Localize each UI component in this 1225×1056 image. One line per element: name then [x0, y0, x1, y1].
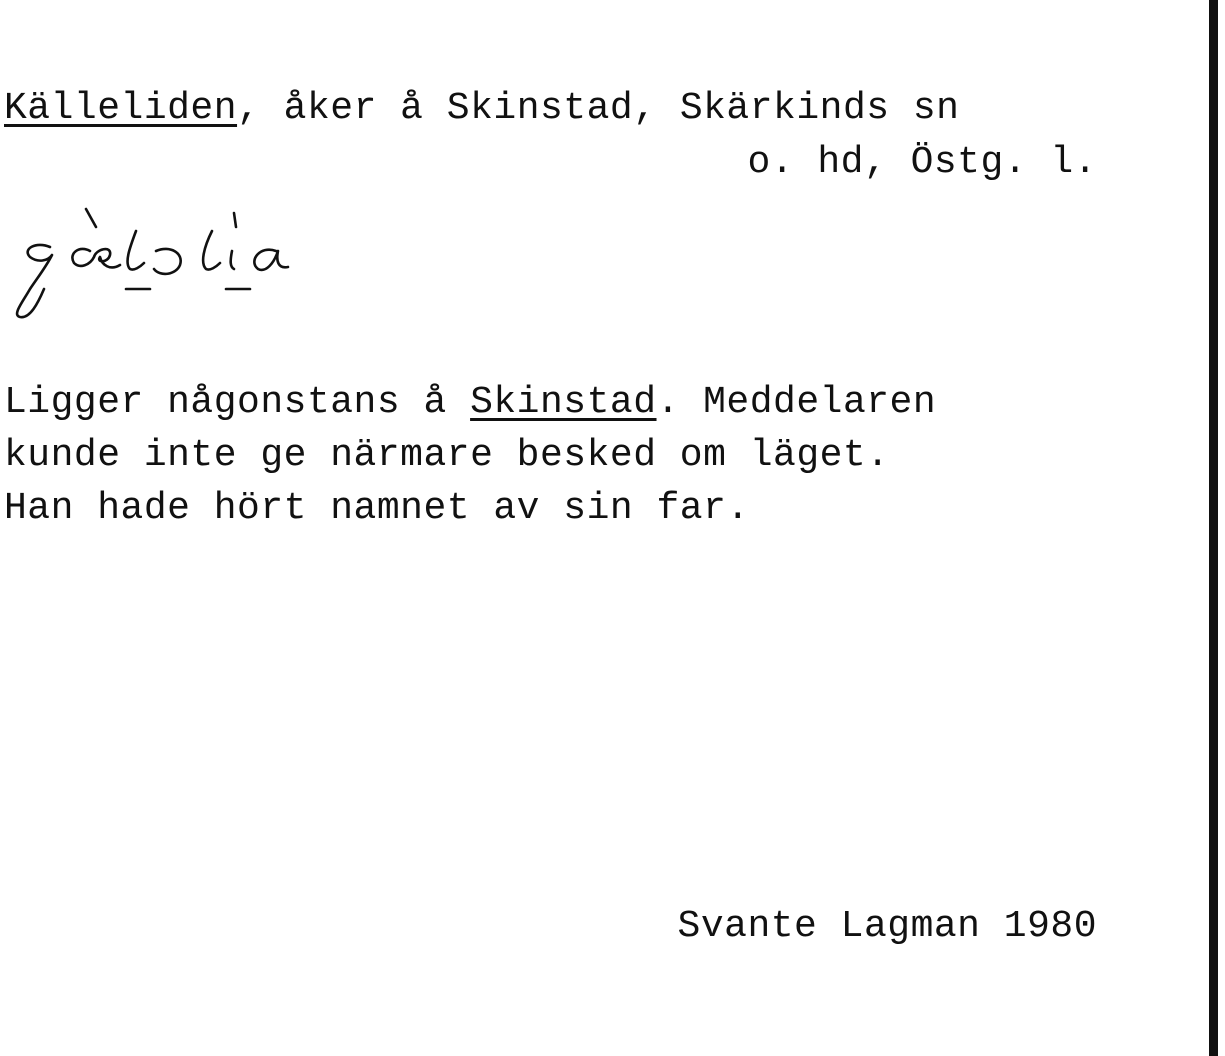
body-line-3: Han hade hört namnet av sin far. [4, 487, 750, 530]
body-line-1 [4, 380, 936, 426]
heading-location: , åker å Skinstad, Skärkinds sn [237, 87, 960, 130]
body-line-1-start: Ligger någonstans å [4, 381, 471, 424]
card-edge [1209, 0, 1218, 1056]
signature: Svante Lagman 1980 [677, 905, 1097, 948]
body-line-2: kunde inte ge närmare besked om läget. [4, 434, 890, 477]
heading-line-1 [4, 86, 959, 132]
heading-line-2: o. hd, Östg. l. [747, 141, 1097, 184]
body-line-1-end: . Meddelaren [656, 381, 937, 424]
handwritten-pronunciation [8, 205, 308, 325]
skinstad-reference: Skinstad [470, 381, 657, 424]
placename: Källeliden [4, 87, 238, 130]
